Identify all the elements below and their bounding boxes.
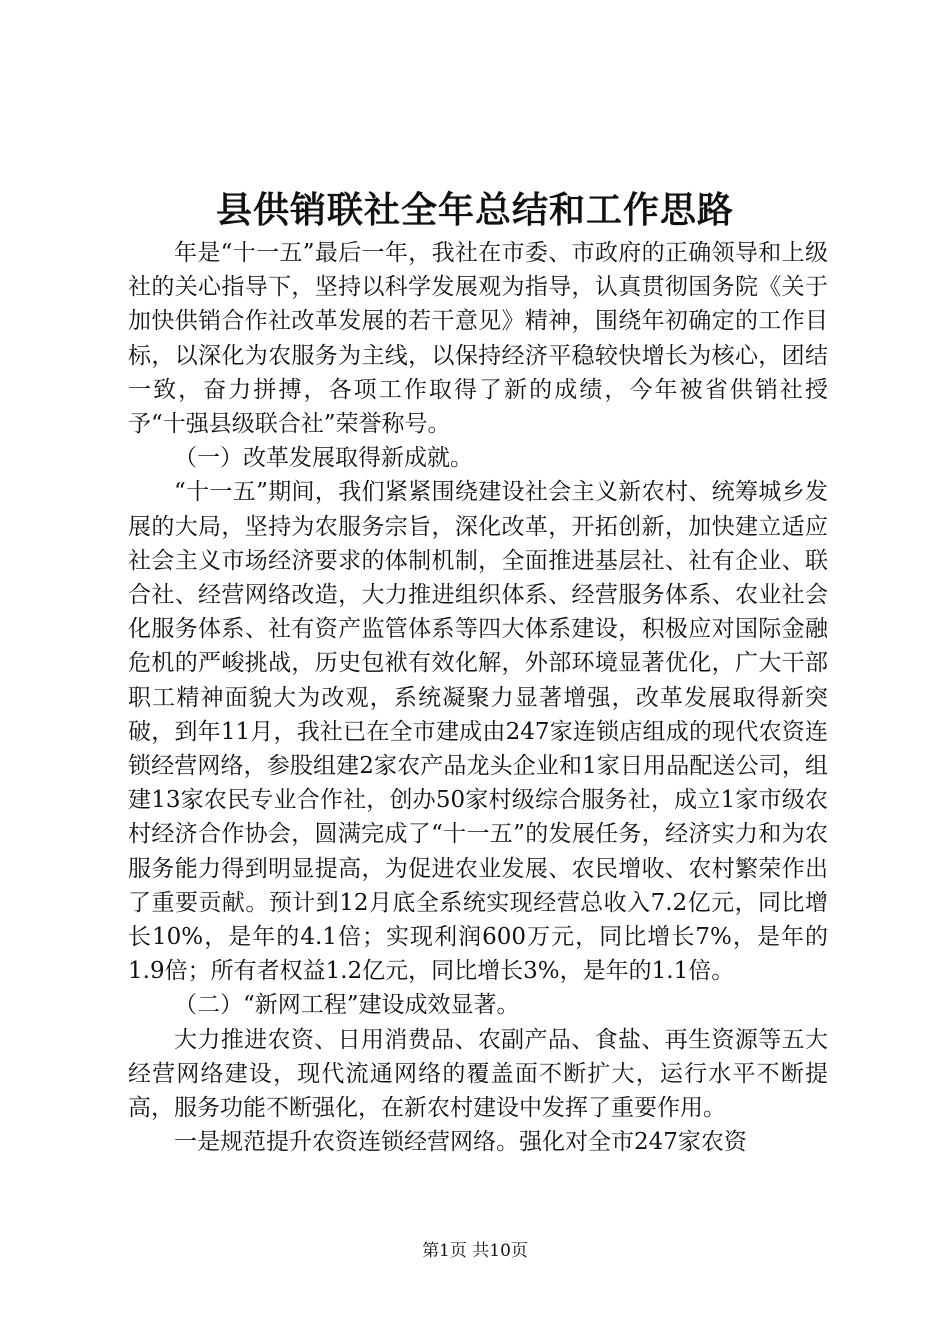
paragraph-reform: “十一五”期间，我们紧紧围绕建设社会主义新农村、统筹城乡发展的大局，坚持为农服务宗旨，深化改革，开拓创新，加快建立适应社会主义市场经济要求的体制机制，全面推进基层社、社有企业、联合社、经营网络改造，大力推进组织体系、经营服务体系、农业社会化服务体系、社有资产监管体系等四大体系建设，积极应对国际金融危机的严峻挑战，历史包袱有效化解，外部环境显著优化，广大干部职工精神面貌大为改观，系统凝聚力显著增强，改革发展取得新突破，到年11月，我社已在全市建成由247家连锁店组成的现代农资连锁经营网络，参股组建2家农产品龙头企业和1家日用品配送公司，组建13家农民专业合作社，创办50家村级综合服务社，成立1家市级农村经济合作协会，圆满完成了“十一五”的发展任务，经济实力和为农服务能力得到明显提高，为促进农业发展、农民增收、农村繁荣作出了重要贡献。预计到12月底全系统实现经营总收入7.2亿元，同比增长10%，是年的4.1倍；实现利润600万元，同比增长7%，是年的1.9倍；所有者权益1.2亿元，同比增长3%，是年的1.1倍。 <box>128 479 828 985</box>
paragraph-network: 大力推进农资、日用消费品、农副产品、食盐、再生资源等五大经营网络建设，现代流通网络的覆盖面不断扩大，运行水平不断提高，服务功能不断强化，在新农村建设中发挥了重要作用。 <box>128 1026 828 1122</box>
document-body <box>128 236 828 1159</box>
section-heading-1: （一）改革发展取得新成就。 <box>174 445 473 472</box>
document-title: 县供销联社全年总结和工作思路 <box>215 189 734 231</box>
section-heading-2: （二）“新网工程”建设成效显著。 <box>174 992 520 1019</box>
paragraph-intro: 年是“十一五”最后一年，我社在市委、市政府的正确领导和上级社的关心指导下，坚持以科学发展观为指导，认真贯彻国务院《关于加快供销合作社改革发展的若干意见》精神，围绕年初确定的工作目标，以深化为农服务为主线，以保持经济平稳较快增长为核心，团结一致，奋力拼搏，各项工作取得了新的成绩，今年被省供销社授予“十强县级联合社”荣誉称号。 <box>128 240 828 438</box>
page-footer: 第1页 共10页 <box>422 1241 528 1261</box>
paragraph-first-point: 一是规范提升农资连锁经营网络。强化对全市247家农资 <box>174 1129 747 1156</box>
